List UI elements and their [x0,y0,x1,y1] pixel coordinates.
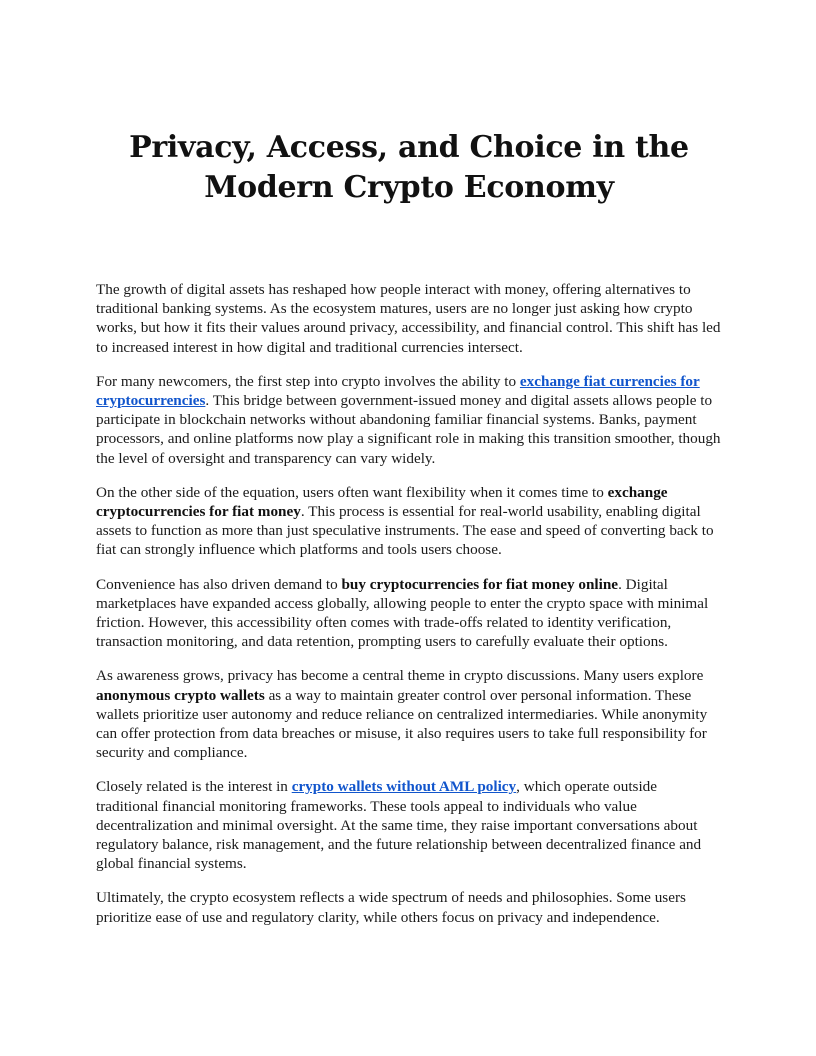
paragraph-no-aml-wallets [96,777,722,873]
paragraph-text: Convenience has also driven demand to [96,575,342,593]
paragraph-text: . This process is essential for real-world usability, enabling digital assets to function as more than just speculative instruments. The ease and speed of converting back to fiat can strongly influence which platforms and tools users choose. [96,503,714,559]
paragraph-text: , which operate outside traditional financial monitoring frameworks. These tools appeal to individuals who value decentralization and minimal oversight. At the same time, they raise important conversations about regulatory balance, risk management, and the future relationship between decentralized finance and global financial systems. [96,778,702,873]
paragraph-text: . This bridge between government-issued money and digital assets allows people to participate in blockchain networks without abandoning familiar financial systems. Banks, payment processors, and online platforms now play a significant role in making this transition smoother, though the level of oversight and transparency can vary widely. [96,392,721,467]
document-title: Privacy, Access, and Choice in the Modern Crypto Economy [129,130,689,205]
paragraph-conclusion [96,888,722,926]
paragraph-fiat-to-crypto [96,372,722,468]
link-exchange-fiat-for-crypto[interactable]: exchange fiat currencies for cryptocurrencies [96,372,700,410]
paragraph-text: Closely related is the interest in [96,778,292,796]
paragraph-text: The growth of digital assets has reshaped how people interact with money, offering alternatives to traditional banking systems. As the ecosystem matures, users are no longer just asking how crypto works, but how it fits their values around privacy, accessibility, and financial control. This shift has led to increased interest in how digital and traditional currencies intersect. [96,281,721,356]
bold-phrase: buy cryptocurrencies for fiat money online [341,575,619,593]
bold-phrase: exchange cryptocurrencies for fiat money [96,483,668,521]
paragraph-anonymous-wallets [96,666,722,762]
paragraph-text: Ultimately, the crypto ecosystem reflects a wide spectrum of needs and philosophies. Some users prioritize ease of use and regulatory clarity, while others focus on privacy and independence. [96,889,686,926]
paragraph-text: As awareness grows, privacy has become a central theme in crypto discussions. Many users explore [96,667,704,685]
paragraph-text: On the other side of the equation, users often want flexibility when it comes time to [96,483,608,501]
paragraph-crypto-to-fiat [96,483,722,560]
paragraph-text: For many newcomers, the first step into crypto involves the ability to [96,372,520,390]
document-page [96,0,722,942]
document-body [96,280,722,927]
paragraph-buy-online [96,575,722,652]
link-crypto-wallets-without-aml[interactable]: crypto wallets without AML policy [291,778,517,796]
paragraph-text: . Digital marketplaces have expanded access globally, allowing people to enter the crypto space with minimal friction. However, this accessibility often comes with trade-offs related to identity verification, transaction monitoring, and data retention, prompting users to carefully evaluate their options. [96,575,709,651]
paragraph-text: as a way to maintain greater control over personal information. These wallets prioritize user autonomy and reduce reliance on centralized intermediaries. While anonymity can offer protection from data breaches or misuse, it also requires users to take full responsibility for security and compliance. [96,686,708,762]
bold-phrase: anonymous crypto wallets [96,686,265,704]
paragraph-intro [96,280,722,357]
